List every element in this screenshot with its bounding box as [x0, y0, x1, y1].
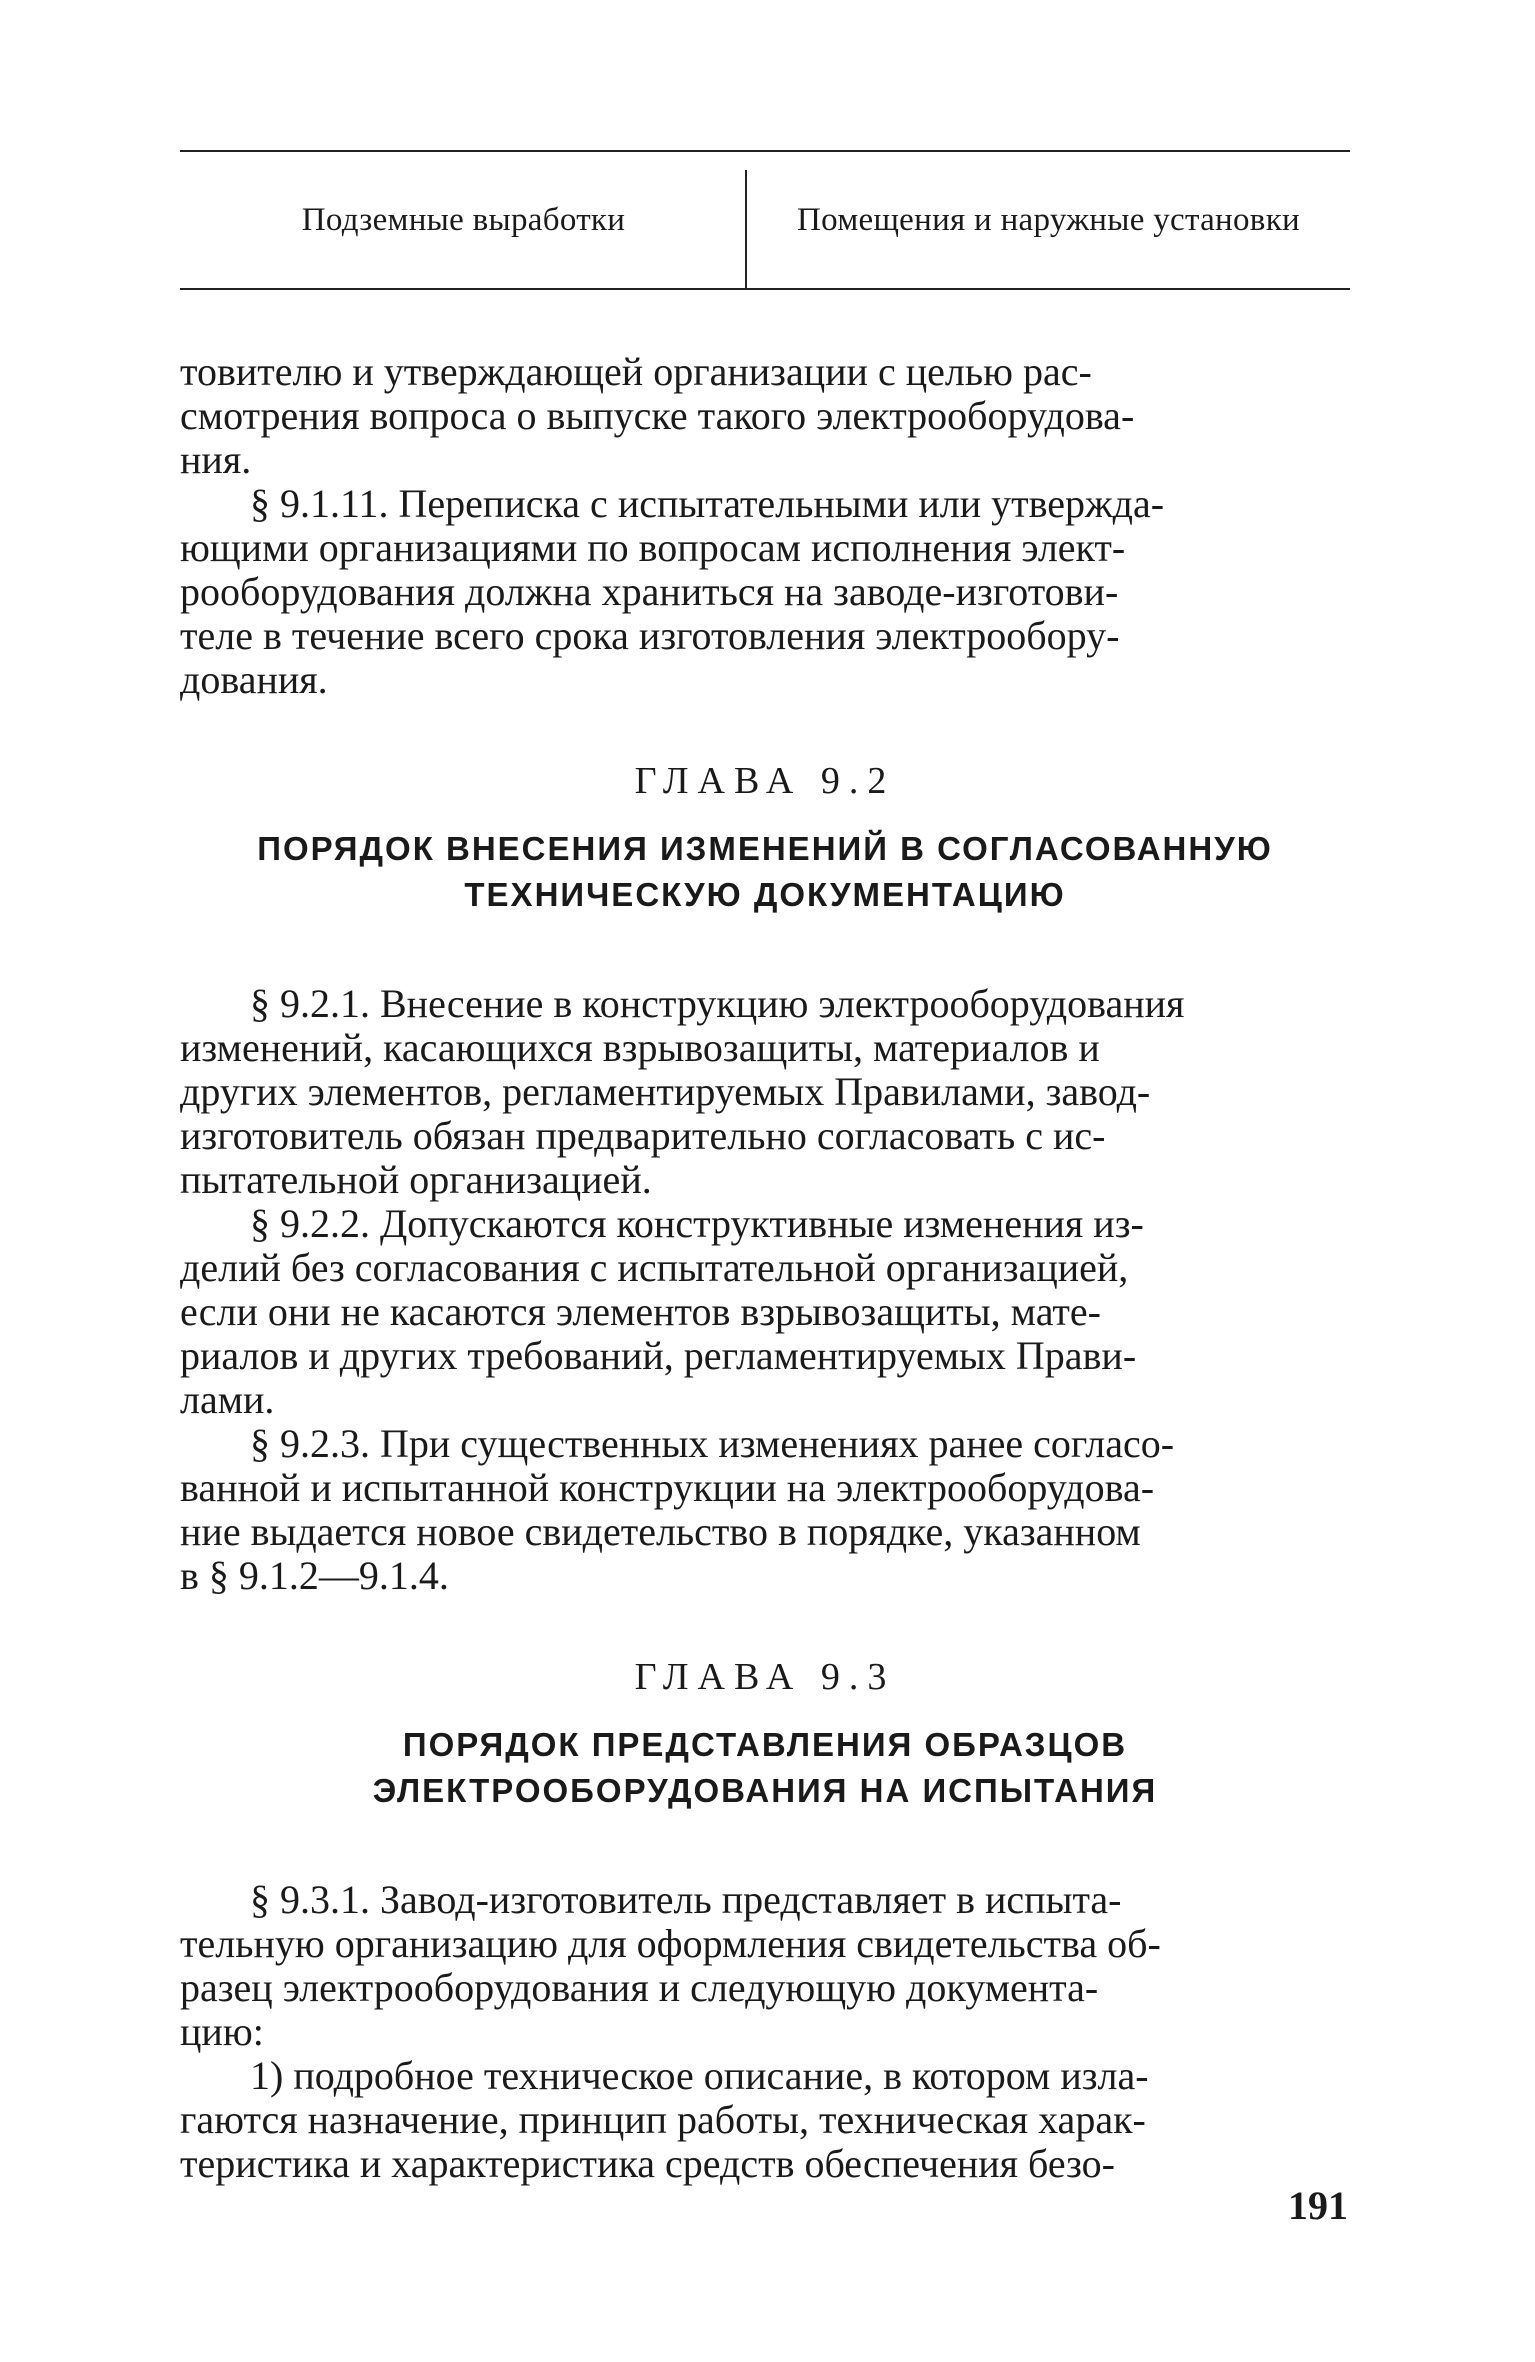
text-line: § 9.2.1. Внесение в конструкцию электрооборудования	[250, 981, 1185, 1026]
paragraph-9-2-2	[180, 1202, 1350, 1422]
chapter-9-3-label: ГЛАВА 9.3	[634, 1656, 896, 1698]
text-line: ние выдается новое свидетельство в порядке, указанном	[180, 1509, 1141, 1554]
paragraph-9-3-1	[180, 1878, 1350, 2054]
running-header	[180, 150, 1350, 290]
text-line: цию:	[180, 2009, 264, 2054]
page-body	[180, 350, 1350, 2186]
text-line: смотрения вопроса о выпуске такого электрооборудова-	[180, 393, 1135, 438]
text-line: 1) подробное техническое описание, в котором изла-	[250, 2053, 1149, 2098]
page	[180, 150, 1350, 2186]
header-right-cell: Помещения и наружные установки	[797, 201, 1300, 238]
title-line: ТЕХНИЧЕСКУЮ ДОКУМЕНТАЦИЮ	[464, 876, 1066, 913]
text-line: тельную организацию для оформления свидетельства об-	[180, 1921, 1161, 1966]
text-line: в § 9.1.2—9.1.4.	[180, 1553, 449, 1598]
title-line: ПОРЯДОК ПРЕДСТАВЛЕНИЯ ОБРАЗЦОВ	[402, 1726, 1128, 1763]
paragraph-9-1-11	[180, 482, 1350, 702]
paragraph-9-2-1	[180, 982, 1350, 1202]
title-line: ЭЛЕКТРООБОРУДОВАНИЯ НА ИСПЫТАНИЯ	[372, 1772, 1158, 1809]
text-line: риалов и других требований, регламентируемых Прави-	[180, 1333, 1137, 1378]
text-line: лами.	[180, 1377, 275, 1422]
header-left-cell: Подземные выработки	[301, 201, 626, 238]
text-line: ванной и испытанной конструкции на электрооборудова-	[180, 1465, 1155, 1510]
spacer	[180, 918, 1350, 982]
text-line: рооборудования должна храниться на заводе-изготови-	[180, 569, 1119, 614]
text-line: изменений, касающихся взрывозащиты, материалов и	[180, 1025, 1100, 1070]
text-line: делий без согласования с испытательной организацией,	[180, 1245, 1129, 1290]
text-line: § 9.2.2. Допускаются конструктивные изменения из-	[250, 1201, 1144, 1246]
chapter-9-3-title	[180, 1722, 1350, 1814]
chapter-9-2-label: ГЛАВА 9.2	[634, 760, 896, 802]
title-line: ПОРЯДОК ВНЕСЕНИЯ ИЗМЕНЕНИЙ В СОГЛАСОВАННУЮ	[257, 830, 1273, 867]
list-item-1	[180, 2054, 1350, 2186]
chapter-9-2-title	[180, 826, 1350, 918]
text-line: § 9.3.1. Завод-изготовитель представляет в испыта-	[250, 1877, 1122, 1922]
text-line: разец электрооборудования и следующую документа-	[180, 1965, 1099, 2010]
text-line: если они не касаются элементов взрывозащиты, мате-	[180, 1289, 1101, 1334]
text-line: других элементов, регламентируемых Правилами, завод-	[180, 1069, 1151, 1114]
text-line: дования.	[180, 657, 328, 702]
text-line: гаются назначение, принцип работы, техническая харак-	[180, 2097, 1146, 2142]
spacer	[180, 1814, 1350, 1878]
text-line: § 9.1.11. Переписка с испытательными или утвержда-	[250, 481, 1165, 526]
text-line: теле в течение всего срока изготовления электрообору-	[180, 613, 1120, 658]
text-line: теристика и характеристика средств обеспечения безо-	[180, 2141, 1115, 2186]
text-line: товителю и утверждающей организации с целью рас-	[180, 349, 1092, 394]
text-line: § 9.2.3. При существенных изменениях ранее согласо-	[250, 1421, 1175, 1466]
text-line: ния.	[180, 437, 252, 482]
text-line: ющими организациями по вопросам исполнения элект-	[180, 525, 1126, 570]
text-line: изготовитель обязан предварительно согласовать с ис-	[180, 1113, 1106, 1158]
text-line: пытательной организацией.	[180, 1157, 652, 1202]
page-number: 191	[1288, 2183, 1348, 2228]
continuation-paragraph	[180, 350, 1350, 482]
paragraph-9-2-3	[180, 1422, 1350, 1598]
